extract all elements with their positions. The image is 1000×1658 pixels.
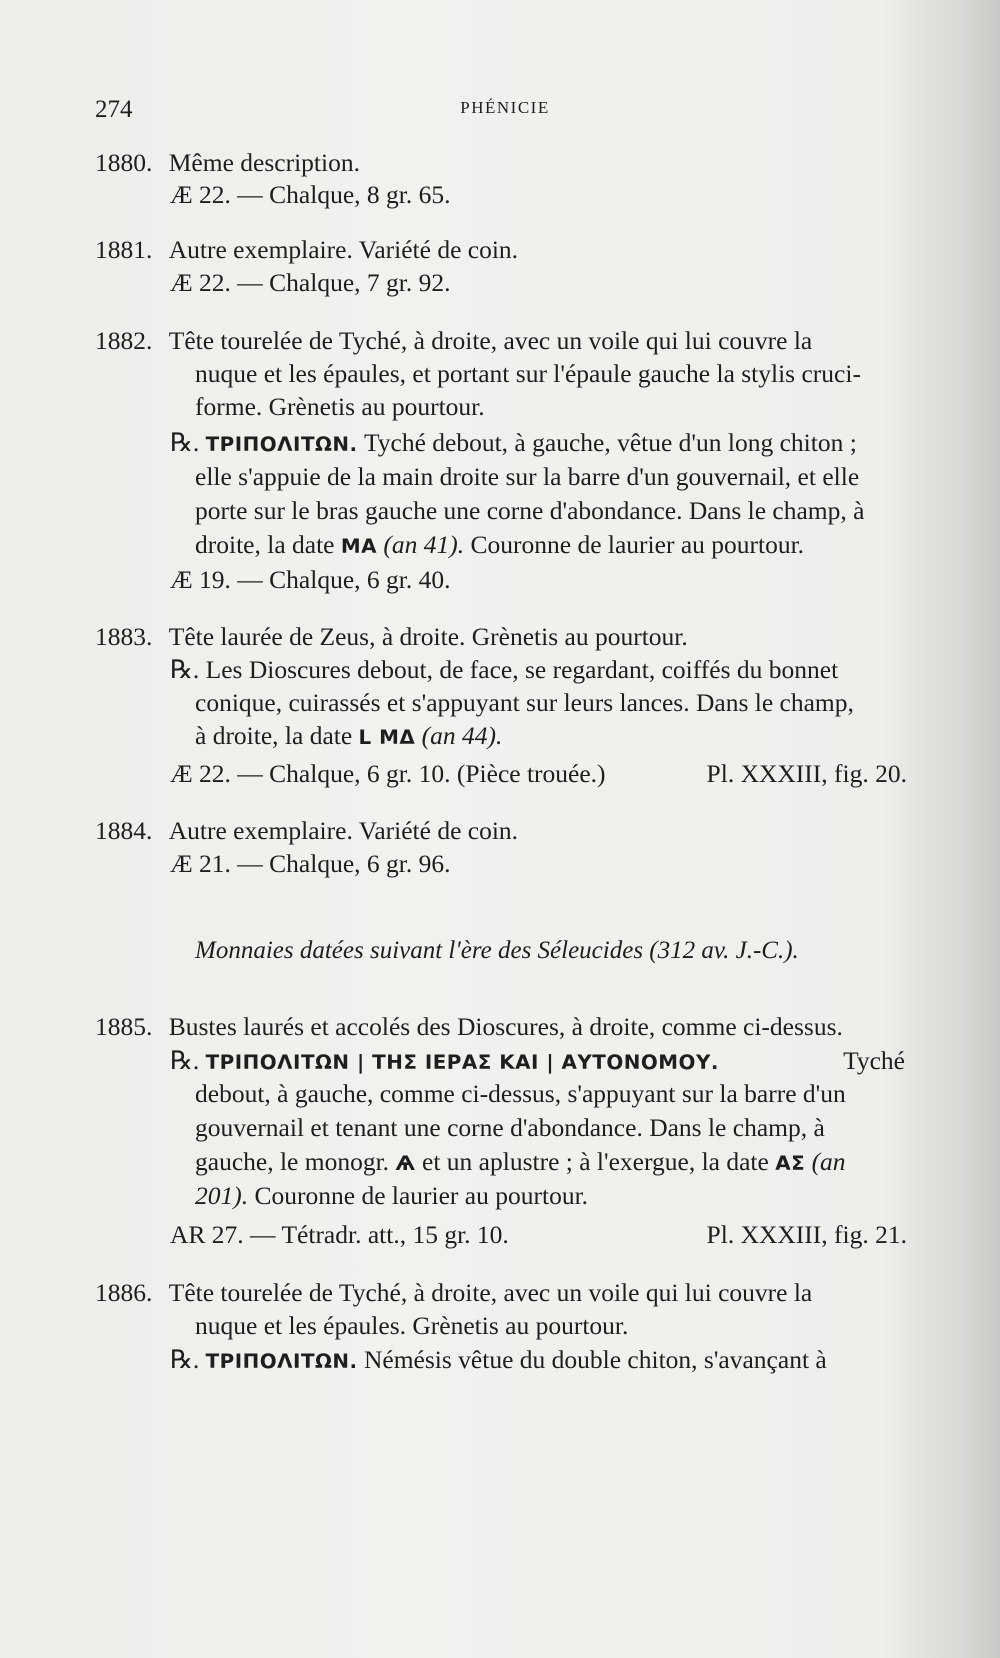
entry-1885-rev4 — [195, 1149, 846, 1175]
entry-1885-rev2: debout, à gauche, comme ci-dessus, s'appuyant sur la barre d'un — [195, 1079, 846, 1108]
entry-1885-rev3: gouvernail et tenant une corne d'abondance. Dans le champ, à — [195, 1113, 825, 1142]
monogram: Ѧ — [395, 1152, 416, 1175]
reverse-text: droite, la date — [195, 530, 335, 559]
entry-1883-rev2: conique, cuirassés et s'appuyant sur leurs lances. Dans le champ, — [195, 688, 854, 717]
entry-1882-metal: Æ 19. — Chalque, 6 gr. 40. — [170, 565, 451, 594]
entry-1881-metal: Æ 22. — Chalque, 7 gr. 92. — [170, 268, 451, 297]
greek-date: ΜΑ — [340, 535, 378, 558]
entry-text: Autre exemplaire. Variété de coin. — [168, 235, 519, 264]
entry-1883-metal-row — [170, 761, 907, 787]
section-heading: Monnaies datées suivant l'ère des Séleucides (312 av. J.-C.). — [195, 937, 799, 964]
plate-ref: Pl. XXXIII, fig. 21. — [706, 1220, 907, 1249]
entry-text: Tête laurée de Zeus, à droite. Grènetis au pourtour. — [168, 622, 688, 651]
greek-date: L ΜΔ — [358, 726, 416, 749]
entry-number: 1882. — [95, 326, 153, 355]
metal-line: Æ 22. — Chalque, 6 gr. 10. (Pièce trouée.) — [170, 759, 606, 788]
entry-number: 1883. — [95, 622, 153, 651]
page-header — [95, 96, 915, 126]
entry-1882-obv3: forme. Grènetis au pourtour. — [195, 392, 485, 421]
entry-text: Autre exemplaire. Variété de coin. — [168, 816, 519, 845]
date-year: (an — [811, 1147, 846, 1176]
entry-1885-metal-row — [170, 1222, 907, 1248]
greek-legend: ΤΡΙΠΟΛΙΤΩΝ. — [205, 1350, 358, 1373]
greek-legend: ΤΡΙΠΟΛΙΤΩΝ. — [205, 433, 358, 456]
entry-1886-rev1 — [170, 1347, 827, 1373]
reverse-end: Couronne de laurier au pourtour. — [254, 1181, 589, 1210]
reverse-symbol: ℞. — [170, 1345, 200, 1374]
reverse-text: Tyché debout, à gauche, vêtue d'un long chiton ; — [363, 428, 857, 457]
plate-ref: Pl. XXXIII, fig. 20. — [706, 759, 907, 788]
entry-number: 1886. — [95, 1278, 153, 1307]
entry-1884-line1 — [95, 818, 518, 844]
reverse-end: Couronne de laurier au pourtour. — [470, 530, 805, 559]
entry-1885-rev1 — [170, 1048, 905, 1074]
entry-1883-rev1 — [170, 657, 838, 683]
entry-1885-rev5 — [195, 1183, 588, 1209]
entry-1882-obv2: nuque et les épaules, et portant sur l'épaule gauche la stylis cruci- — [195, 359, 861, 388]
entry-number: 1885. — [95, 1012, 153, 1041]
entry-1882-line1 — [95, 328, 812, 354]
entry-1882-rev1 — [170, 430, 857, 456]
entry-text: Tête tourelée de Tyché, à droite, avec un voile qui lui couvre la — [168, 326, 813, 355]
entry-number: 1880. — [95, 148, 153, 177]
reverse-text: Les Dioscures debout, de face, se regardant, coiffés du bonnet — [205, 655, 839, 684]
page-number: 274 — [95, 96, 133, 123]
entry-1882-rev4 — [195, 532, 804, 558]
entry-1881-line1 — [95, 237, 518, 263]
entry-1885-line1 — [95, 1014, 843, 1040]
date-year: (an 41). — [383, 530, 465, 559]
entry-1886-obv2: nuque et les épaules. Grènetis au pourtour. — [195, 1311, 629, 1340]
entry-1882-rev3: porte sur le bras gauche une corne d'abondance. Dans le champ, à — [195, 496, 865, 525]
entry-number: 1881. — [95, 235, 153, 264]
date-year: 201). — [195, 1181, 249, 1210]
entry-number: 1884. — [95, 816, 153, 845]
entry-text: Même description. — [168, 148, 360, 177]
entry-text: Tête tourelée de Tyché, à droite, avec un voile qui lui couvre la — [168, 1278, 813, 1307]
entry-1883-line1 — [95, 624, 688, 650]
entry-1886-line1 — [95, 1280, 812, 1306]
reverse-text: Némésis vêtue du double chiton, s'avançant à — [363, 1345, 827, 1374]
reverse-text: Tyché — [843, 1046, 905, 1075]
running-title: PHÉNICIE — [460, 98, 550, 117]
entry-1884-metal: Æ 21. — Chalque, 6 gr. 96. — [170, 849, 451, 878]
reverse-text: à droite, la date — [195, 721, 353, 750]
reverse-symbol: ℞. — [170, 1046, 200, 1075]
entry-1880-line1 — [95, 150, 360, 176]
reverse-symbol: ℞. — [170, 655, 200, 684]
entry-text: Bustes laurés et accolés des Dioscures, à droite, comme ci-dessus. — [168, 1012, 843, 1041]
entry-1883-rev3 — [195, 723, 502, 749]
greek-date: ΑΣ — [775, 1152, 806, 1175]
entry-1882-rev2: elle s'appuie de la main droite sur la barre d'un gouvernail, et elle — [195, 462, 860, 491]
reverse-text: gauche, le monogr. — [195, 1147, 390, 1176]
entry-1880-metal: Æ 22. — Chalque, 8 gr. 65. — [170, 180, 451, 209]
greek-legend: ΤΡΙΠΟΛΙΤΩΝ | ΤΗΣ ΙΕΡΑΣ ΚΑΙ | ΑΥΤΟΝΟΜΟΥ. — [205, 1051, 719, 1074]
reverse-text: et un aplustre ; à l'exergue, la date — [422, 1147, 769, 1176]
date-year: (an 44). — [421, 721, 503, 750]
metal-line: AR 27. — Tétradr. att., 15 gr. 10. — [170, 1220, 509, 1249]
reverse-symbol: ℞. — [170, 428, 200, 457]
